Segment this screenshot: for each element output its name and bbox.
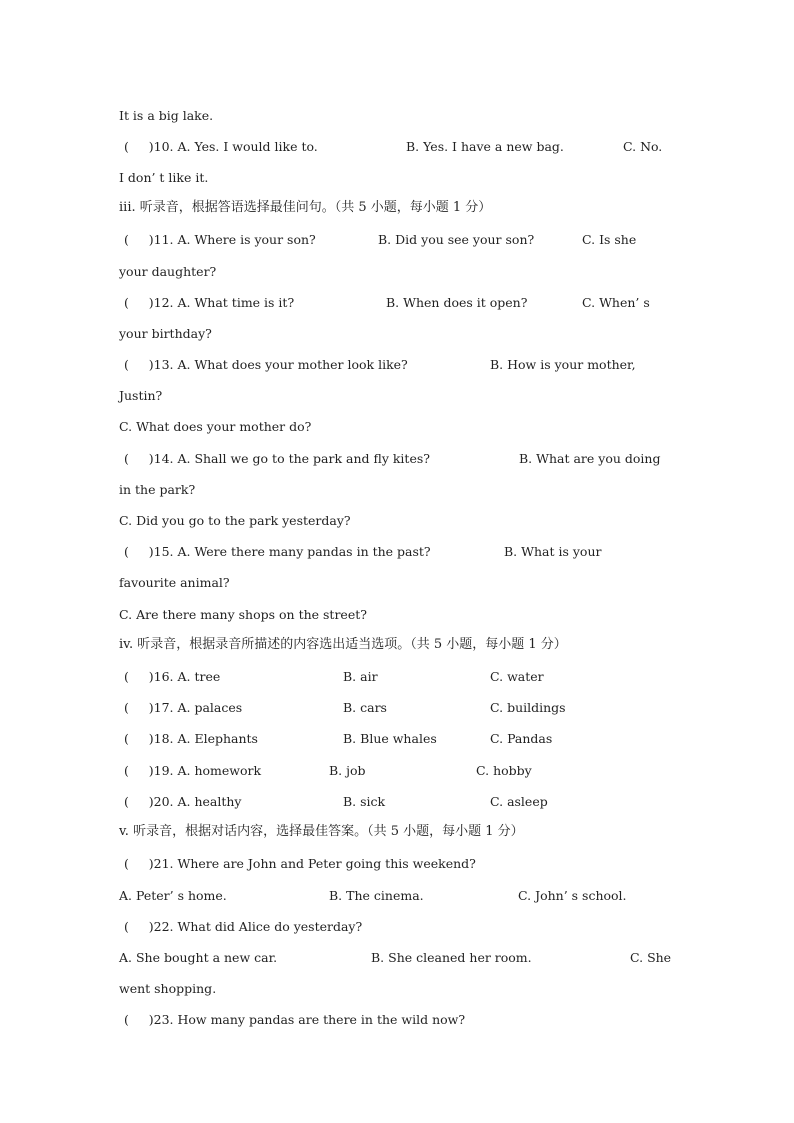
text-line — [0, 104, 794, 128]
line-text: ( )20. A. healthy — [124, 794, 242, 809]
line-text: iii. 听录音，根据答语选择最佳问句。（共 5 小题，每小题 1 分） — [119, 200, 492, 215]
text-line — [0, 322, 794, 346]
text-line — [0, 447, 794, 471]
section-heading — [0, 633, 794, 657]
line-text: ( )19. A. homework — [124, 763, 262, 778]
text-line — [0, 603, 794, 627]
line-text: B. Yes. I have a new bag. — [406, 139, 564, 154]
line-text: B. The cinema. — [329, 888, 424, 903]
line-text: ( )11. A. Where is your son? — [124, 232, 316, 247]
line-text: ( )17. A. palaces — [124, 700, 243, 715]
line-text: Justin? — [119, 388, 163, 403]
line-text: ( )15. A. Were there many pandas in the past? — [124, 544, 431, 559]
text-line — [0, 509, 794, 533]
text-line — [0, 727, 794, 751]
line-text: C. asleep — [490, 794, 548, 809]
line-text: B. How is your mother, — [490, 357, 636, 372]
line-text: B. Blue whales — [343, 731, 437, 746]
text-line — [0, 759, 794, 783]
line-text: C. water — [490, 669, 544, 684]
line-text: ( )23. How many pandas are there in the wild now? — [124, 1012, 466, 1027]
line-text: C. Are there many shops on the street? — [119, 607, 367, 622]
text-line — [0, 384, 794, 408]
line-text: ( )18. A. Elephants — [124, 731, 258, 746]
line-text: C. John’ s school. — [518, 888, 627, 903]
text-line — [0, 228, 794, 252]
line-text: C. buildings — [490, 700, 566, 715]
text-line — [0, 1008, 794, 1032]
line-text: your daughter? — [119, 264, 217, 279]
line-text: C. Pandas — [490, 731, 553, 746]
text-line — [0, 353, 794, 377]
line-text: C. She — [630, 950, 672, 965]
line-text: ( )14. A. Shall we go to the park and fly kites? — [124, 451, 430, 466]
line-text: B. sick — [343, 794, 386, 809]
section-heading — [0, 820, 794, 844]
text-line — [0, 135, 794, 159]
line-text: B. What is your — [504, 544, 602, 559]
line-text: ( )21. Where are John and Peter going this weekend? — [124, 856, 476, 871]
text-line — [0, 915, 794, 939]
line-text: C. hobby — [476, 763, 532, 778]
line-text: C. What does your mother do? — [119, 419, 312, 434]
text-line — [0, 415, 794, 439]
text-line — [0, 884, 794, 908]
text-line — [0, 977, 794, 1001]
line-text: ( )16. A. tree — [124, 669, 221, 684]
line-text: B. Did you see your son? — [378, 232, 535, 247]
line-text: C. Did you go to the park yesterday? — [119, 513, 351, 528]
text-line — [0, 540, 794, 564]
line-text: B. She cleaned her room. — [371, 950, 532, 965]
text-line — [0, 166, 794, 190]
text-line — [0, 946, 794, 970]
line-text: It is a big lake. — [119, 108, 214, 123]
line-text: went shopping. — [119, 981, 217, 996]
line-text: favourite animal? — [119, 575, 230, 590]
text-line — [0, 571, 794, 595]
line-text: your birthday? — [119, 326, 212, 341]
line-text: C. Is she — [582, 232, 637, 247]
line-text: A. Peter’ s home. — [119, 888, 227, 903]
text-line — [0, 291, 794, 315]
line-text: ( )13. A. What does your mother look like? — [124, 357, 408, 372]
line-text: v. 听录音，根据对话内容，选择最佳答案。（共 5 小题，每小题 1 分） — [119, 824, 524, 839]
text-line — [0, 852, 794, 876]
line-text: I don’ t like it. — [119, 170, 209, 185]
line-text: B. What are you doing — [519, 451, 661, 466]
text-line — [0, 790, 794, 814]
text-line — [0, 696, 794, 720]
section-heading — [0, 196, 794, 220]
line-text: B. air — [343, 669, 378, 684]
line-text: B. When does it open? — [386, 295, 528, 310]
text-line — [0, 478, 794, 502]
text-line — [0, 665, 794, 689]
line-text: ( )22. What did Alice do yesterday? — [124, 919, 363, 934]
line-text: C. When’ s — [582, 295, 650, 310]
text-line — [0, 260, 794, 284]
line-text: ( )12. A. What time is it? — [124, 295, 295, 310]
line-text: in the park? — [119, 482, 196, 497]
line-text: A. She bought a new car. — [119, 950, 278, 965]
line-text: iv. 听录音，根据录音所描述的内容选出适当选项。（共 5 小题，每小题 1 分） — [119, 637, 567, 652]
line-text: B. cars — [343, 700, 387, 715]
line-text: B. job — [329, 763, 366, 778]
line-text: ( )10. A. Yes. I would like to. — [124, 139, 318, 154]
line-text: C. No. — [623, 139, 663, 154]
